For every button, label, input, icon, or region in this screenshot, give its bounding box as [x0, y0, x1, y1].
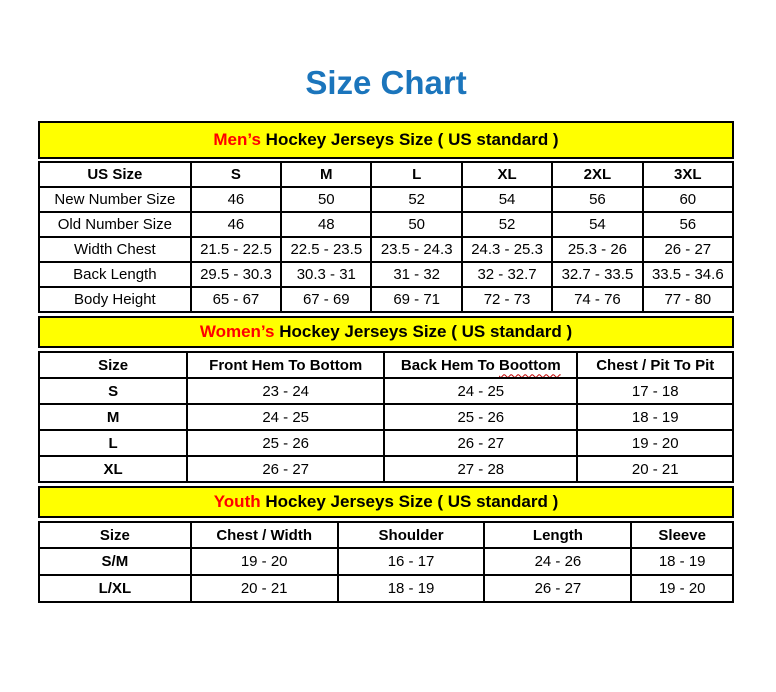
- header-cell: Front Hem To Bottom: [187, 352, 384, 378]
- header-cell: Chest / Pit To Pit: [577, 352, 733, 378]
- data-cell: 19 - 20: [577, 430, 733, 456]
- row-label-cell: XL: [39, 456, 187, 482]
- table-row: [39, 548, 733, 575]
- header-cell: M: [281, 162, 371, 187]
- table-row: [39, 456, 733, 482]
- data-cell: 26 - 27: [484, 575, 631, 602]
- data-cell: 46: [191, 187, 281, 212]
- data-cell: 20 - 21: [577, 456, 733, 482]
- data-cell: 50: [281, 187, 371, 212]
- data-cell: 33.5 - 34.6: [643, 262, 733, 287]
- youth-section-banner: [38, 486, 734, 518]
- misspelled-word: Boottom: [499, 356, 561, 374]
- data-cell: 54: [462, 187, 552, 212]
- data-cell: 74 - 76: [552, 287, 642, 312]
- data-cell: 23 - 24: [187, 378, 384, 404]
- data-cell: 67 - 69: [281, 287, 371, 312]
- header-cell: Chest / Width: [191, 522, 338, 548]
- data-cell: 50: [371, 212, 461, 237]
- data-cell: 23.5 - 24.3: [371, 237, 461, 262]
- data-cell: 19 - 20: [191, 548, 338, 575]
- table-row: [39, 287, 733, 312]
- data-cell: 19 - 20: [631, 575, 733, 602]
- data-cell: 20 - 21: [191, 575, 338, 602]
- data-cell: 48: [281, 212, 371, 237]
- data-cell: 52: [462, 212, 552, 237]
- mens-banner-text: Hockey Jerseys Size ( US standard ): [260, 130, 559, 149]
- youth-header-row: [39, 522, 733, 548]
- youth-banner-text: Hockey Jerseys Size ( US standard ): [260, 492, 559, 511]
- data-cell: 25.3 - 26: [552, 237, 642, 262]
- row-label-cell: Back Length: [39, 262, 191, 287]
- row-label-cell: L/XL: [39, 575, 191, 602]
- data-cell: 54: [552, 212, 642, 237]
- data-cell: 69 - 71: [371, 287, 461, 312]
- row-label-cell: M: [39, 404, 187, 430]
- data-cell: 29.5 - 30.3: [191, 262, 281, 287]
- table-row: [39, 430, 733, 456]
- data-cell: 16 - 17: [338, 548, 485, 575]
- table-row: [39, 237, 733, 262]
- table-row: [39, 187, 733, 212]
- table-row: [39, 404, 733, 430]
- data-cell: 24 - 25: [384, 378, 577, 404]
- header-cell: Size: [39, 352, 187, 378]
- data-cell: 27 - 28: [384, 456, 577, 482]
- data-cell: 24 - 25: [187, 404, 384, 430]
- data-cell: 26 - 27: [187, 456, 384, 482]
- data-cell: 26 - 27: [643, 237, 733, 262]
- header-cell: Size: [39, 522, 191, 548]
- data-cell: 24.3 - 25.3: [462, 237, 552, 262]
- womens-banner-highlight: Women’s: [199, 322, 275, 341]
- header-cell: Shoulder: [338, 522, 485, 548]
- womens-header-row: [39, 352, 733, 378]
- header-cell: XL: [462, 162, 552, 187]
- data-cell: 25 - 26: [384, 404, 577, 430]
- header-cell: 3XL: [643, 162, 733, 187]
- data-cell: 31 - 32: [371, 262, 461, 287]
- data-cell: 24 - 26: [484, 548, 631, 575]
- data-cell: 30.3 - 31: [281, 262, 371, 287]
- data-cell: 56: [643, 212, 733, 237]
- row-label-cell: Body Height: [39, 287, 191, 312]
- data-cell: 32.7 - 33.5: [552, 262, 642, 287]
- data-cell: 18 - 19: [338, 575, 485, 602]
- data-cell: 18 - 19: [577, 404, 733, 430]
- table-row: [39, 378, 733, 404]
- table-row: [39, 212, 733, 237]
- page-title: Size Chart: [305, 64, 467, 101]
- header-cell: US Size: [39, 162, 191, 187]
- data-cell: 60: [643, 187, 733, 212]
- row-label-cell: S: [39, 378, 187, 404]
- row-label-cell: Old Number Size: [39, 212, 191, 237]
- header-cell: Back Hem To Boottom: [384, 352, 577, 378]
- table-row: [39, 575, 733, 602]
- mens-header-row: [39, 162, 733, 187]
- data-cell: 26 - 27: [384, 430, 577, 456]
- header-cell: Length: [484, 522, 631, 548]
- size-chart-document: [38, 0, 734, 603]
- data-cell: 72 - 73: [462, 287, 552, 312]
- data-cell: 56: [552, 187, 642, 212]
- row-label-cell: New Number Size: [39, 187, 191, 212]
- data-cell: 22.5 - 23.5: [281, 237, 371, 262]
- data-cell: 52: [371, 187, 461, 212]
- womens-size-table: [38, 351, 734, 483]
- youth-size-table: [38, 521, 734, 603]
- youth-banner-highlight: Youth: [213, 492, 261, 511]
- row-label-cell: L: [39, 430, 187, 456]
- table-row: [39, 262, 733, 287]
- header-cell: S: [191, 162, 281, 187]
- womens-banner-text: Hockey Jerseys Size ( US standard ): [274, 322, 573, 341]
- data-cell: 21.5 - 22.5: [191, 237, 281, 262]
- mens-banner-highlight: Men’s: [213, 130, 261, 149]
- womens-section-banner: [38, 316, 734, 348]
- row-label-cell: Width Chest: [39, 237, 191, 262]
- data-cell: 18 - 19: [631, 548, 733, 575]
- row-label-cell: S/M: [39, 548, 191, 575]
- mens-size-table: [38, 161, 734, 313]
- data-cell: 32 - 32.7: [462, 262, 552, 287]
- data-cell: 25 - 26: [187, 430, 384, 456]
- data-cell: 77 - 80: [643, 287, 733, 312]
- data-cell: 46: [191, 212, 281, 237]
- header-cell: Sleeve: [631, 522, 733, 548]
- header-cell: 2XL: [552, 162, 642, 187]
- mens-section-banner: [38, 121, 734, 159]
- header-cell: L: [371, 162, 461, 187]
- data-cell: 17 - 18: [577, 378, 733, 404]
- data-cell: 65 - 67: [191, 287, 281, 312]
